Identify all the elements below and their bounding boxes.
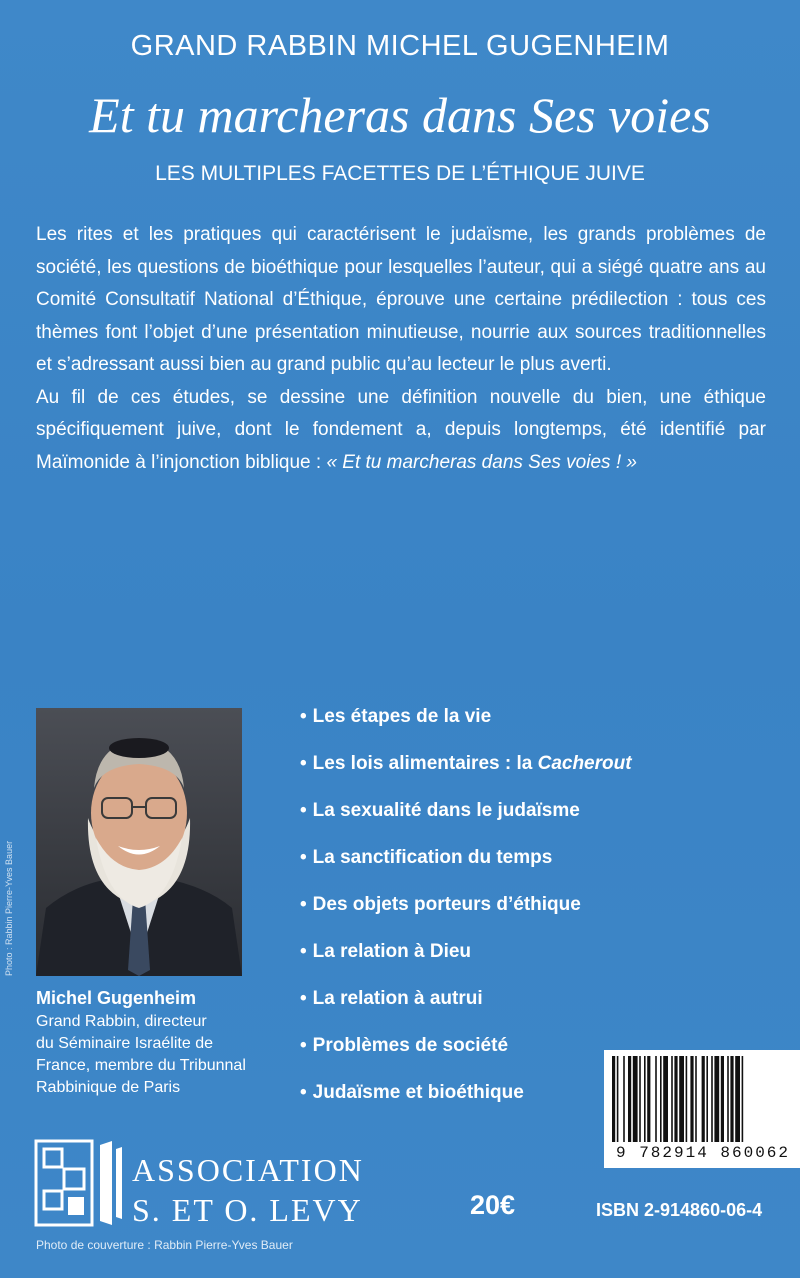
bullet-icon: • — [300, 1035, 307, 1056]
blurb — [36, 219, 766, 479]
barcode-bar — [617, 1056, 619, 1142]
barcode-bars — [610, 1056, 796, 1142]
topic-item: • La relation à Dieu — [300, 941, 472, 962]
barcode-bar — [655, 1056, 657, 1142]
barcode-bar — [679, 1056, 684, 1142]
topic-item: • La relation à autrui — [300, 988, 483, 1009]
barcode-bar — [674, 1056, 677, 1142]
topic-item: • Problèmes de société — [300, 1035, 509, 1056]
bio-name: Michel Gugenheim — [36, 988, 197, 1008]
bio-line: du Séminaire Israélite de — [36, 1035, 213, 1052]
author-portrait-image — [36, 708, 242, 976]
barcode-bar — [727, 1056, 729, 1142]
barcode-bar — [706, 1056, 708, 1142]
publisher-line: S. ET O. LEVY — [132, 1192, 363, 1228]
bullet-icon: • — [300, 941, 307, 962]
topic-item: • Des objets porteurs d’éthique — [300, 894, 581, 915]
bio-line: Rabbinique de Paris — [36, 1079, 181, 1096]
bio-description — [36, 1011, 286, 1099]
barcode-bar — [742, 1056, 744, 1142]
barcode-bar — [702, 1056, 705, 1142]
blurb-paragraph-2 — [36, 382, 766, 480]
barcode-bar — [671, 1056, 673, 1142]
topic-item: • Les lois alimentaires : la Cacherout — [300, 753, 632, 774]
bullet-icon: • — [300, 847, 307, 868]
publisher-line: ASSOCIATION — [132, 1152, 364, 1188]
photo-credit-side: Photo : Rabbin Pierre-Yves Bauer — [4, 840, 14, 976]
bio-line: Grand Rabbin, directeur — [36, 1013, 207, 1030]
barcode-bar — [644, 1056, 646, 1142]
author-name: GRAND RABBIN MICHEL GUGENHEIM — [130, 30, 670, 62]
bullet-icon: • — [300, 1082, 307, 1103]
bullet-icon: • — [300, 988, 307, 1009]
barcode-bar — [695, 1056, 697, 1142]
barcode-bar — [633, 1056, 638, 1142]
book-title: Et tu marcheras dans Ses voies — [89, 87, 711, 143]
bullet-icon: • — [300, 894, 307, 915]
author-photo — [36, 708, 242, 976]
barcode-bar — [690, 1056, 693, 1142]
publisher-name — [132, 1150, 364, 1230]
barcode-bar — [623, 1056, 625, 1142]
topic-item: • La sexualité dans le judaïsme — [300, 800, 580, 821]
bullet-icon: • — [300, 753, 307, 774]
topic-item: • Judaïsme et bioéthique — [300, 1082, 524, 1103]
barcode-bar — [711, 1056, 713, 1142]
blurb-quote: « Et tu marcheras dans Ses voies ! » — [326, 451, 637, 473]
price: 20€ — [470, 1190, 516, 1220]
publisher-logo-icon — [32, 1135, 126, 1231]
barcode-bar — [714, 1056, 719, 1142]
bullet-icon: • — [300, 800, 307, 821]
barcode-number: 9 782914 860062 — [615, 1144, 791, 1162]
barcode-bar — [663, 1056, 668, 1142]
topic-item: • Les étapes de la vie — [300, 706, 492, 727]
blurb-paragraph-2-lead: Au fil de ces études, se dessine une définition nouvelle du bien, une éthique spécifiquement juive, dont le fondement a, depuis longtemps, été identifié par Maïmonide à l’injonction biblique : — [36, 386, 766, 473]
barcode — [604, 1050, 800, 1168]
barcode-bar — [730, 1056, 733, 1142]
topic-italic: Cacherout — [537, 753, 632, 774]
bullet-icon: • — [300, 706, 307, 727]
bio-line: France, membre du Tribunnal — [36, 1057, 246, 1074]
barcode-bar — [735, 1056, 740, 1142]
blurb-paragraph-1: Les rites et les pratiques qui caractérisent le judaïsme, les grands problèmes de société, les questions de bioéthique pour lesquelles l’auteur, qui a siégé quatre ans au Comité Consultatif National d’Éthique, éprouve une certaine prédilection : tous ces thèmes font l’objet d’une présentation minutieuse, nourrie aux sources traditionnelles et s’adressant aussi bien au grand public qu’au lecteur le plus averti. — [36, 224, 766, 375]
cover-photo-credit: Photo de couverture : Rabbin Pierre-Yves Bauer — [36, 1238, 293, 1252]
topic-item: • La sanctification du temps — [300, 847, 553, 868]
barcode-bar — [686, 1056, 688, 1142]
isbn: ISBN 2-914860-06-4 — [596, 1200, 763, 1220]
barcode-bar — [612, 1056, 615, 1142]
book-subtitle: LES MULTIPLES FACETTES DE L’ÉTHIQUE JUIVE — [155, 162, 645, 185]
barcode-bar — [628, 1056, 631, 1142]
barcode-bar — [639, 1056, 641, 1142]
barcode-bar — [721, 1056, 724, 1142]
topics-list — [300, 700, 632, 1123]
barcode-bar — [647, 1056, 650, 1142]
barcode-bar — [660, 1056, 662, 1142]
